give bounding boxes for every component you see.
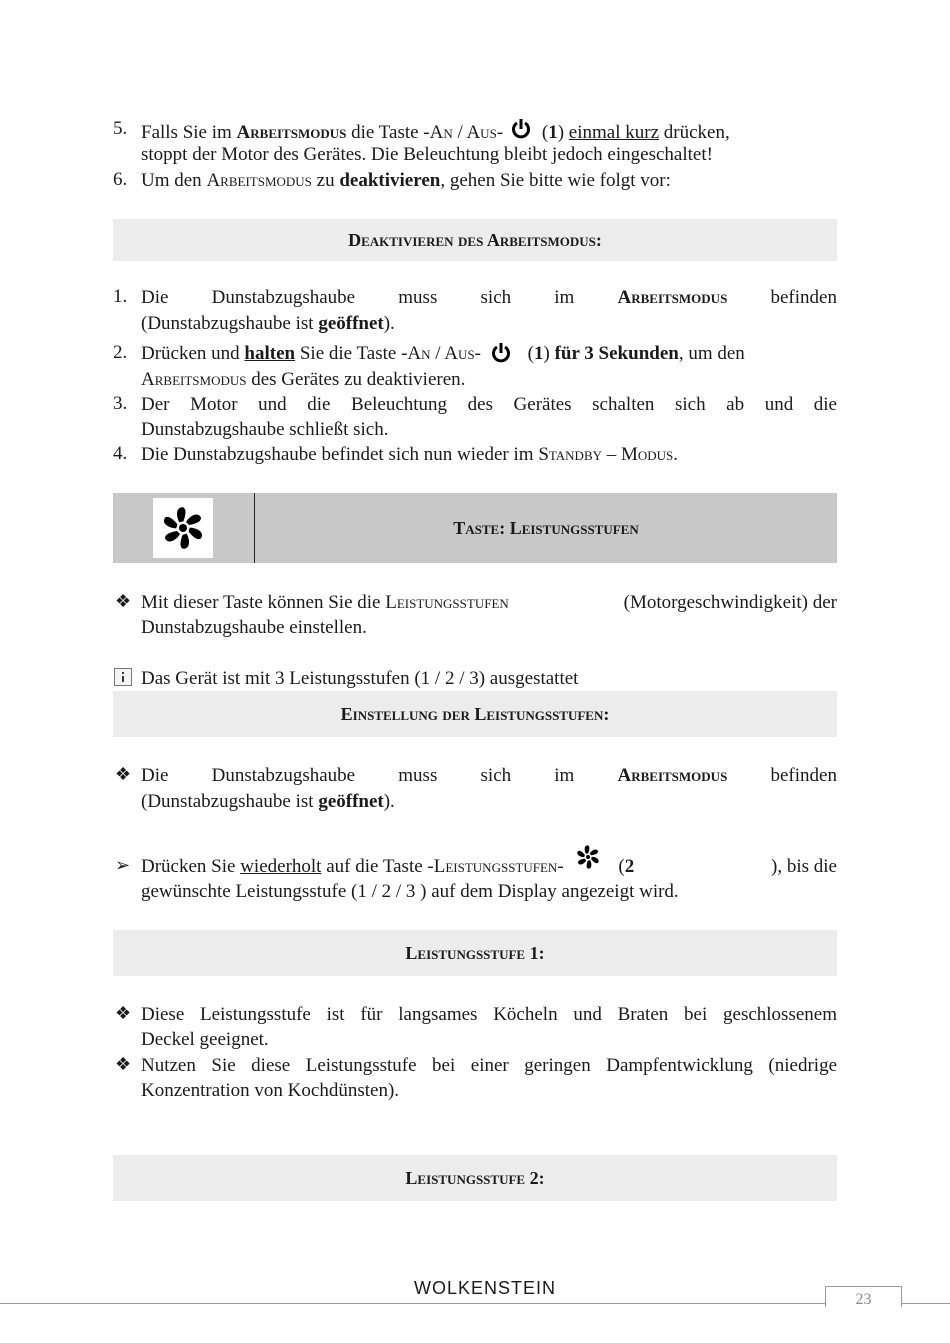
bullet-text-line2: Dunstabzugshaube einstellen. [141, 617, 367, 638]
diamond-bullet-icon: ❖ [115, 764, 132, 784]
arrow-text: Drücken Sie wiederholt auf die Taste - Leistungsstufen - ( 2 ), bis die [141, 855, 837, 886]
bullet-text-line2: Deckel geeignet. [141, 1029, 269, 1050]
fan-icon [576, 845, 600, 876]
bullet-text: Nutzen Sie diese Leistungsstufe bei einer geringen Dampfentwicklung (niedrige [141, 1055, 837, 1076]
bullet-text-line2: Konzentration von Kochdünsten). [141, 1080, 400, 1101]
info-icon [114, 668, 132, 686]
list-number: 1. [113, 286, 128, 307]
footer-rule [0, 1303, 825, 1304]
diamond-bullet-icon: ❖ [115, 1003, 132, 1023]
list-item-text-line2: Arbeitsmodus des Gerätes zu deaktivieren. [141, 369, 466, 390]
section-heading-level1: Leistungsstufe 1: [113, 930, 837, 976]
section-heading-setting: Einstellung der Leistungsstufen: [113, 691, 837, 737]
bullet-text: Mit dieser Taste können Sie die Leistungsstufen (Motorgeschwindigkeit) der [141, 592, 837, 613]
list-item-text-line2: stoppt der Motor des Gerätes. Die Beleuchtung bleibt jedoch eingeschaltet! [141, 144, 713, 165]
diamond-bullet-icon: ❖ [115, 1054, 132, 1074]
list-item-text: Falls Sie im Arbeitsmodus die Taste -An / Aus- (1) einmal kurz drücken, [141, 118, 730, 145]
footer-rule-right [900, 1303, 950, 1304]
list-item-text: Der Motor und die Beleuchtung des Gerätes schalten sich ab und die [141, 394, 837, 415]
button-section-header [113, 493, 837, 563]
section-heading-deactivate: Deaktivieren des Arbeitsmodus: [113, 219, 837, 261]
bullet-text: Die Dunstabzugshaube muss sich im Arbeitsmodus befinden [141, 765, 837, 786]
power-icon [491, 342, 513, 364]
list-item-text-line2: Dunstabzugshaube schließt sich. [141, 419, 389, 440]
list-number: 6. [113, 169, 128, 190]
page-number: 23 [825, 1286, 902, 1307]
mode-term: Arbeitsmodus [236, 122, 347, 143]
list-number: 4. [113, 443, 128, 464]
list-item-text: Die Dunstabzugshaube befindet sich nun wieder im Standby – Modus. [141, 444, 679, 465]
list-number: 5. [113, 118, 128, 139]
section-heading-level2: Leistungsstufe 2: [113, 1155, 837, 1201]
list-number: 3. [113, 393, 128, 414]
bullet-text-line2: (Dunstabzugshaube ist geöffnet). [141, 791, 395, 812]
fan-icon-box [153, 498, 213, 558]
bullet-text: Diese Leistungsstufe ist für langsames Köcheln und Braten bei geschlossenem [141, 1004, 837, 1025]
list-item-text-line2: (Dunstabzugshaube ist geöffnet). [141, 313, 395, 334]
fan-icon [153, 498, 213, 558]
arrow-bullet-icon: ➢ [115, 855, 131, 875]
brand-logo: WOLKENSTEIN [413, 1278, 557, 1298]
power-icon [511, 118, 533, 140]
list-number: 2. [113, 342, 128, 363]
diamond-bullet-icon: ❖ [115, 591, 132, 611]
list-item-text: Drücken und halten Sie die Taste - An / Aus - ( 1 ) für 3 Sekunden , um den [141, 343, 745, 364]
list-item-text: Die Dunstabzugshaube muss sich im Arbeitsmodus befinden [141, 287, 837, 308]
section-heading-button: Taste: Leistungsstufen [453, 518, 639, 538]
arrow-text-line2: gewünschte Leistungsstufe (1 / 2 / 3 ) auf dem Display angezeigt wird. [141, 881, 679, 902]
list-item-text: Um den Arbeitsmodus zu deaktivieren, gehen Sie bitte wie folgt vor: [141, 170, 671, 191]
info-text: Das Gerät ist mit 3 Leistungsstufen (1 / 2 / 3) ausgestattet [141, 668, 579, 689]
